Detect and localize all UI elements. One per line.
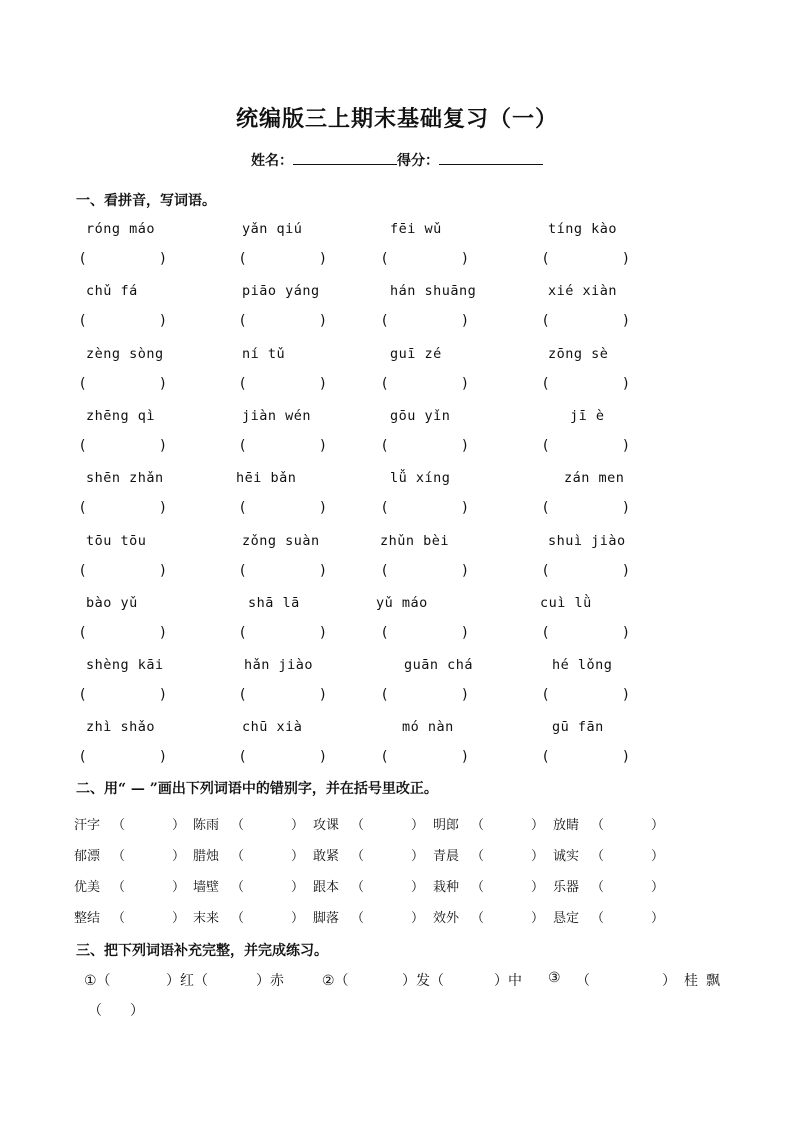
paren-open: ( bbox=[240, 749, 246, 766]
pinyin-label: róng máo bbox=[86, 221, 156, 237]
paren-open: ( bbox=[543, 687, 549, 704]
answer-blank[interactable] bbox=[382, 563, 468, 581]
paren-open: ( bbox=[543, 313, 549, 330]
correction-paren-open[interactable]: （ bbox=[112, 880, 126, 895]
paren-close: ) bbox=[623, 624, 629, 641]
answer-blank[interactable] bbox=[240, 563, 326, 581]
pinyin-label: chǔ fá bbox=[86, 283, 138, 300]
answer-blank[interactable] bbox=[543, 563, 629, 581]
idiom-fragment: （ bbox=[576, 973, 590, 989]
paren-open: ( bbox=[382, 437, 388, 454]
answer-blank[interactable] bbox=[240, 251, 326, 269]
paren-open: ( bbox=[543, 562, 549, 579]
answer-blank[interactable] bbox=[80, 251, 166, 269]
correction-paren-open[interactable]: （ bbox=[471, 849, 485, 864]
paren-close: ) bbox=[623, 687, 629, 704]
paren-close: ) bbox=[462, 687, 468, 704]
correction-paren-open[interactable]: （ bbox=[351, 849, 365, 864]
answer-blank[interactable] bbox=[382, 251, 468, 269]
score-blank[interactable] bbox=[439, 150, 543, 165]
answer-blank[interactable] bbox=[543, 500, 629, 518]
idiom-fragment: ①（ bbox=[84, 973, 111, 989]
correction-paren-close[interactable]: ） bbox=[411, 818, 425, 833]
typo-word: 青晨 bbox=[433, 849, 460, 864]
paren-open: ( bbox=[382, 313, 388, 330]
idiom-fragment: ③ bbox=[548, 970, 561, 986]
paren-close: ) bbox=[623, 251, 629, 267]
paren-close: ) bbox=[160, 437, 166, 454]
pinyin-label: jiàn wén bbox=[242, 407, 312, 424]
answer-blank[interactable] bbox=[80, 438, 166, 456]
paren-close: ) bbox=[160, 624, 166, 641]
correction-paren-open[interactable]: （ bbox=[231, 880, 245, 895]
pinyin-label: zhēng qì bbox=[86, 407, 156, 424]
correction-paren-close[interactable]: ） bbox=[531, 818, 545, 833]
correction-paren-open[interactable]: （ bbox=[591, 818, 605, 833]
typo-word: 末来 bbox=[193, 911, 220, 926]
correction-paren-close[interactable]: ） bbox=[172, 911, 186, 926]
paren-open: ( bbox=[80, 624, 86, 641]
answer-blank[interactable] bbox=[382, 376, 468, 394]
answer-blank[interactable] bbox=[543, 625, 629, 643]
pinyin-label: guān chá bbox=[404, 657, 474, 674]
correction-paren-close[interactable]: ） bbox=[531, 849, 545, 864]
paren-open: ( bbox=[80, 437, 86, 454]
paren-close: ) bbox=[462, 313, 468, 330]
paren-open: ( bbox=[80, 749, 86, 766]
section2-heading: 二、用“ — ”画出下列词语中的错别字，并在括号里改正。 bbox=[76, 781, 438, 797]
paren-open: ( bbox=[240, 375, 246, 392]
correction-paren-open[interactable]: （ bbox=[471, 911, 485, 926]
answer-blank[interactable] bbox=[80, 563, 166, 581]
paren-close: ) bbox=[160, 251, 166, 267]
pinyin-label: zèng sòng bbox=[86, 345, 164, 362]
paren-close: ) bbox=[160, 749, 166, 766]
typo-word: 乐器 bbox=[553, 880, 580, 895]
correction-paren-close[interactable]: ） bbox=[291, 911, 305, 926]
correction-paren-close[interactable]: ） bbox=[651, 911, 665, 926]
paren-close: ) bbox=[320, 687, 326, 704]
correction-paren-open[interactable]: （ bbox=[112, 818, 126, 833]
correction-paren-close[interactable]: ） bbox=[172, 849, 186, 864]
answer-blank[interactable] bbox=[240, 438, 326, 456]
paren-close: ) bbox=[623, 500, 629, 517]
paren-close: ) bbox=[623, 562, 629, 579]
pinyin-label: bào yǔ bbox=[86, 594, 138, 611]
paren-open: ( bbox=[80, 500, 86, 517]
typo-word: 效外 bbox=[433, 911, 460, 926]
paren-open: ( bbox=[240, 687, 246, 704]
paren-open: ( bbox=[80, 313, 86, 330]
correction-paren-close[interactable]: ） bbox=[172, 880, 186, 895]
paren-close: ) bbox=[462, 624, 468, 641]
pinyin-label: hǎn jiào bbox=[244, 657, 314, 674]
correction-paren-close[interactable]: ） bbox=[411, 880, 425, 895]
paren-close: ) bbox=[320, 375, 326, 392]
idiom-blank-line2[interactable]: （ ） bbox=[88, 1003, 144, 1019]
paren-open: ( bbox=[240, 500, 246, 517]
pinyin-label: shèng kāi bbox=[86, 657, 164, 674]
paren-close: ) bbox=[320, 251, 326, 267]
correction-paren-close[interactable]: ） bbox=[651, 849, 665, 864]
pinyin-label: fēi wǔ bbox=[390, 221, 442, 237]
paren-close: ) bbox=[623, 437, 629, 454]
correction-paren-open[interactable]: （ bbox=[591, 849, 605, 864]
paren-open: ( bbox=[543, 624, 549, 641]
answer-blank[interactable] bbox=[80, 500, 166, 518]
name-label: 姓名： bbox=[251, 153, 293, 169]
paren-close: ) bbox=[160, 562, 166, 579]
pinyin-label: guī zé bbox=[390, 345, 442, 362]
paren-open: ( bbox=[382, 749, 388, 766]
paren-close: ) bbox=[160, 313, 166, 330]
typo-word: 明郎 bbox=[433, 818, 460, 833]
pinyin-label: gū fān bbox=[552, 719, 604, 736]
typo-word: 跟本 bbox=[313, 880, 340, 895]
pinyin-label: zǒng suàn bbox=[242, 532, 320, 549]
answer-blank[interactable] bbox=[543, 687, 629, 705]
paren-close: ) bbox=[462, 251, 468, 267]
paren-close: ) bbox=[160, 500, 166, 517]
paren-open: ( bbox=[240, 251, 246, 267]
paren-close: ) bbox=[623, 375, 629, 392]
typo-word: 陈雨 bbox=[193, 818, 220, 833]
pinyin-label: jī è bbox=[570, 407, 605, 424]
pinyin-label: cuì lǜ bbox=[540, 594, 592, 611]
pinyin-label: hán shuāng bbox=[390, 283, 477, 300]
paren-close: ) bbox=[160, 375, 166, 392]
paren-open: ( bbox=[240, 313, 246, 330]
paren-open: ( bbox=[543, 375, 549, 392]
typo-word: 诚实 bbox=[553, 849, 580, 864]
answer-blank[interactable] bbox=[80, 376, 166, 394]
paren-close: ) bbox=[462, 749, 468, 766]
pinyin-label: piāo yáng bbox=[242, 283, 320, 300]
typo-word: 优美 bbox=[74, 880, 101, 895]
typo-word: 墙壁 bbox=[193, 880, 220, 895]
answer-blank[interactable] bbox=[382, 313, 468, 331]
pinyin-label: mó nàn bbox=[402, 719, 454, 736]
idiom-fragment: ）赤 bbox=[256, 973, 284, 989]
idiom-fragment: 飘 bbox=[706, 973, 720, 989]
page-title: 统编版三上期末基础复习（一） bbox=[235, 106, 558, 132]
paren-close: ) bbox=[623, 749, 629, 766]
answer-blank[interactable] bbox=[240, 313, 326, 331]
answer-blank[interactable] bbox=[382, 687, 468, 705]
paren-close: ) bbox=[462, 375, 468, 392]
answer-blank[interactable] bbox=[382, 500, 468, 518]
typo-word: 整结 bbox=[74, 911, 101, 926]
pinyin-label: xié xiàn bbox=[548, 283, 618, 300]
pinyin-label: hēi bǎn bbox=[236, 470, 297, 487]
typo-word: 栽种 bbox=[433, 880, 460, 895]
idiom-fragment: ②（ bbox=[322, 973, 349, 989]
pinyin-label: hé lǒng bbox=[552, 657, 613, 674]
pinyin-label: zhì shǎo bbox=[86, 719, 156, 736]
paren-close: ) bbox=[320, 500, 326, 517]
paren-open: ( bbox=[382, 562, 388, 579]
paren-open: ( bbox=[382, 624, 388, 641]
typo-word: 恳定 bbox=[553, 911, 580, 926]
correction-paren-open[interactable]: （ bbox=[231, 818, 245, 833]
paren-open: ( bbox=[543, 500, 549, 517]
pinyin-label: tíng kào bbox=[548, 221, 618, 237]
typo-word: 攻课 bbox=[313, 818, 340, 833]
correction-paren-close[interactable]: ） bbox=[651, 880, 665, 895]
paren-close: ) bbox=[160, 687, 166, 704]
answer-blank[interactable] bbox=[382, 749, 468, 767]
correction-paren-open[interactable]: （ bbox=[591, 911, 605, 926]
pinyin-label: shēn zhǎn bbox=[86, 470, 164, 487]
paren-open: ( bbox=[382, 251, 388, 267]
answer-blank[interactable] bbox=[240, 500, 326, 518]
answer-blank[interactable] bbox=[80, 687, 166, 705]
answer-blank[interactable] bbox=[543, 313, 629, 331]
pinyin-label: lǚ xíng bbox=[390, 470, 451, 487]
paren-close: ) bbox=[462, 562, 468, 579]
correction-paren-close[interactable]: ） bbox=[531, 911, 545, 926]
answer-blank[interactable] bbox=[240, 749, 326, 767]
score-label: 得分： bbox=[397, 153, 439, 169]
typo-word: 脚落 bbox=[313, 911, 340, 926]
paren-open: ( bbox=[543, 749, 549, 766]
answer-blank[interactable] bbox=[382, 438, 468, 456]
paren-open: ( bbox=[240, 624, 246, 641]
answer-blank[interactable] bbox=[80, 313, 166, 331]
paren-close: ) bbox=[320, 624, 326, 641]
paren-close: ) bbox=[320, 313, 326, 330]
correction-paren-close[interactable]: ） bbox=[651, 818, 665, 833]
paren-close: ) bbox=[623, 313, 629, 330]
idiom-fragment: 桂 bbox=[684, 973, 698, 989]
pinyin-label: gōu yǐn bbox=[390, 407, 451, 424]
pinyin-label: yǎn qiú bbox=[242, 221, 303, 237]
idiom-fragment: ） bbox=[662, 973, 676, 989]
paren-close: ) bbox=[320, 749, 326, 766]
pinyin-label: shā lā bbox=[248, 594, 300, 611]
answer-blank[interactable] bbox=[240, 376, 326, 394]
paren-open: ( bbox=[240, 437, 246, 454]
idiom-fragment: ）红（ bbox=[166, 973, 208, 989]
typo-word: 敢紧 bbox=[313, 849, 340, 864]
name-blank[interactable] bbox=[293, 150, 397, 165]
section3-heading: 三、把下列词语补充完整，并完成练习。 bbox=[76, 943, 328, 959]
pinyin-label: zōng sè bbox=[548, 345, 609, 362]
pinyin-label: ní tǔ bbox=[242, 345, 286, 362]
correction-paren-close[interactable]: ） bbox=[291, 818, 305, 833]
correction-paren-open[interactable]: （ bbox=[112, 911, 126, 926]
answer-blank[interactable] bbox=[240, 687, 326, 705]
paren-close: ) bbox=[462, 500, 468, 517]
correction-paren-close[interactable]: ） bbox=[411, 849, 425, 864]
paren-close: ) bbox=[320, 437, 326, 454]
answer-blank[interactable] bbox=[543, 376, 629, 394]
pinyin-label: shuì jiào bbox=[548, 532, 626, 549]
answer-blank[interactable] bbox=[80, 625, 166, 643]
paren-open: ( bbox=[80, 251, 86, 267]
pinyin-label: yǔ máo bbox=[376, 594, 428, 611]
answer-blank[interactable] bbox=[543, 251, 629, 269]
answer-blank[interactable] bbox=[543, 749, 629, 767]
paren-open: ( bbox=[80, 687, 86, 704]
paren-open: ( bbox=[382, 375, 388, 392]
paren-close: ) bbox=[462, 437, 468, 454]
pinyin-label: chū xià bbox=[242, 719, 303, 736]
correction-paren-open[interactable]: （ bbox=[351, 880, 365, 895]
typo-word: 汗字 bbox=[74, 818, 101, 833]
answer-blank[interactable] bbox=[80, 749, 166, 767]
answer-blank[interactable] bbox=[543, 438, 629, 456]
paren-open: ( bbox=[80, 375, 86, 392]
pinyin-label: tōu tōu bbox=[86, 532, 147, 549]
paren-open: ( bbox=[543, 251, 549, 267]
section1-heading: 一、看拼音，写词语。 bbox=[76, 193, 216, 209]
idiom-fragment: ）发（ bbox=[402, 973, 444, 989]
correction-paren-close[interactable]: ） bbox=[291, 880, 305, 895]
typo-word: 郁漂 bbox=[74, 849, 101, 864]
correction-paren-open[interactable]: （ bbox=[591, 880, 605, 895]
correction-paren-close[interactable]: ） bbox=[411, 911, 425, 926]
paren-open: ( bbox=[382, 687, 388, 704]
answer-blank[interactable] bbox=[382, 625, 468, 643]
correction-paren-open[interactable]: （ bbox=[471, 818, 485, 833]
correction-paren-close[interactable]: ） bbox=[291, 849, 305, 864]
name-score-row bbox=[0, 150, 794, 170]
correction-paren-open[interactable]: （ bbox=[471, 880, 485, 895]
paren-open: ( bbox=[240, 562, 246, 579]
correction-paren-open[interactable]: （ bbox=[351, 911, 365, 926]
correction-paren-close[interactable]: ） bbox=[172, 818, 186, 833]
correction-paren-open[interactable]: （ bbox=[112, 849, 126, 864]
answer-blank[interactable] bbox=[240, 625, 326, 643]
correction-paren-close[interactable]: ） bbox=[531, 880, 545, 895]
typo-word: 放睛 bbox=[553, 818, 580, 833]
correction-paren-open[interactable]: （ bbox=[231, 849, 245, 864]
pinyin-label: zán men bbox=[564, 470, 625, 487]
paren-close: ) bbox=[320, 562, 326, 579]
paren-open: ( bbox=[543, 437, 549, 454]
idiom-fragment: ）中 bbox=[494, 973, 522, 989]
paren-open: ( bbox=[80, 562, 86, 579]
pinyin-label: zhǔn bèi bbox=[380, 532, 450, 549]
paren-open: ( bbox=[382, 500, 388, 517]
correction-paren-open[interactable]: （ bbox=[351, 818, 365, 833]
correction-paren-open[interactable]: （ bbox=[231, 911, 245, 926]
typo-word: 腊烛 bbox=[193, 849, 220, 864]
